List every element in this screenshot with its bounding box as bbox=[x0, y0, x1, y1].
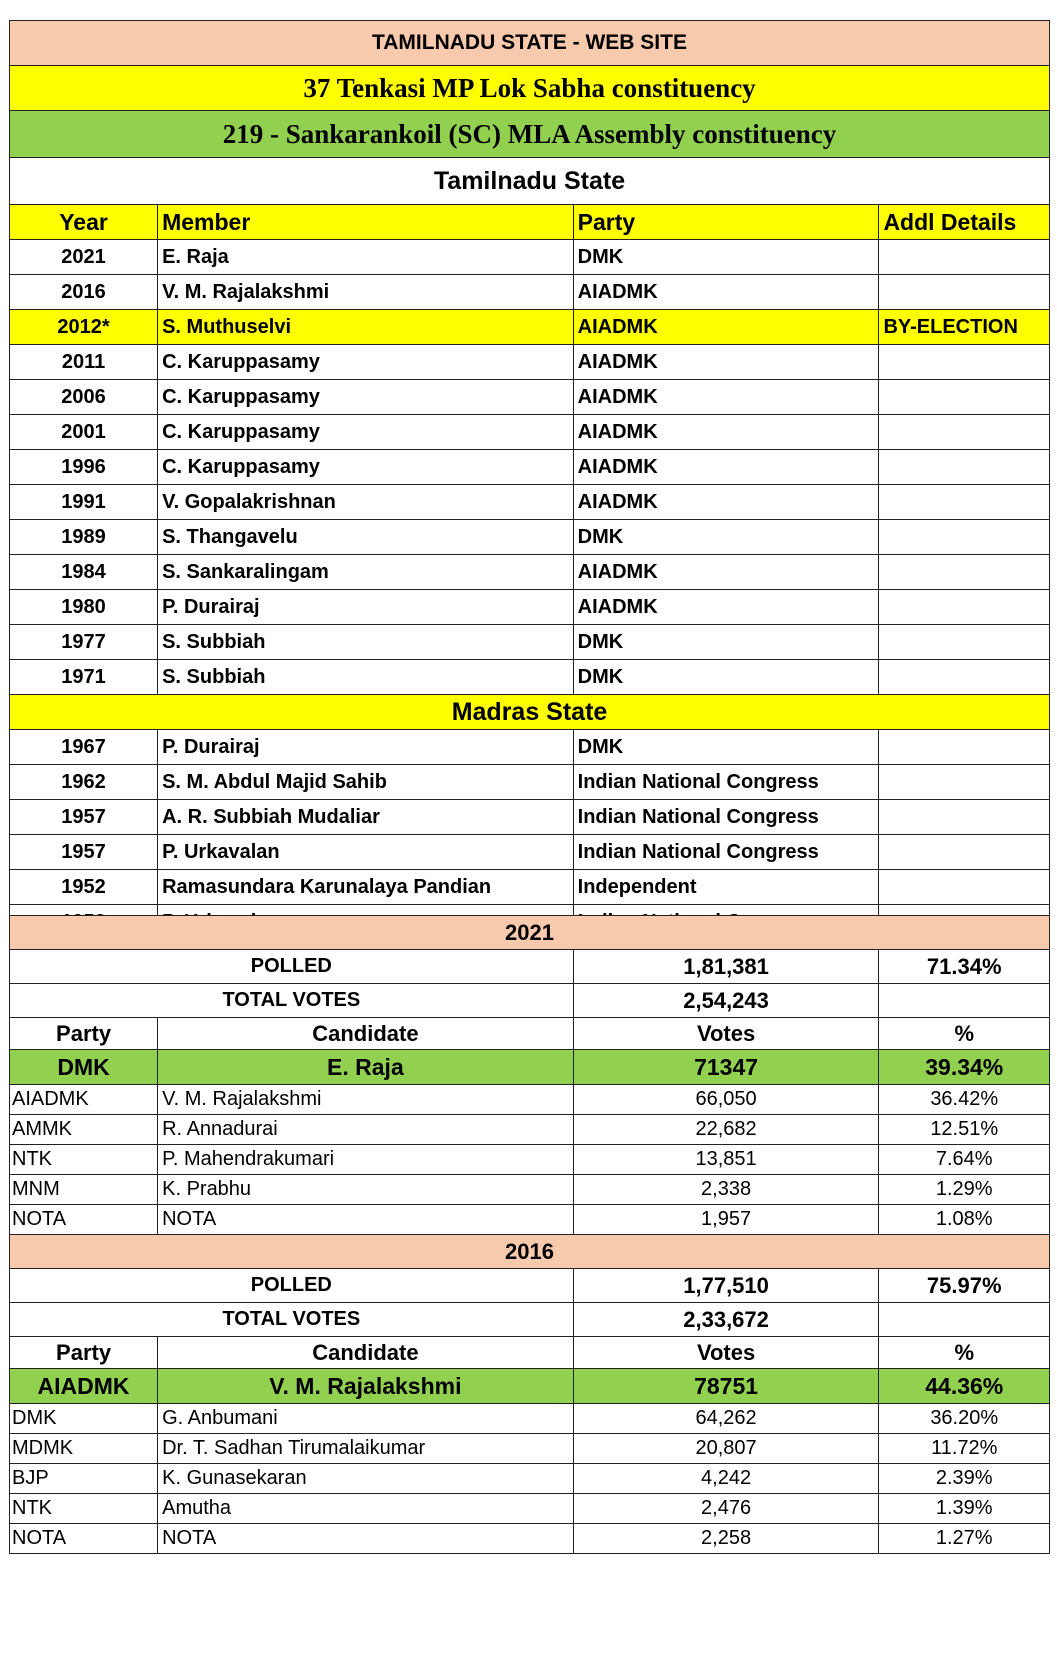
total-votes-label: TOTAL VOTES bbox=[10, 984, 574, 1018]
member-details bbox=[879, 555, 1050, 590]
member-party: DMK bbox=[573, 625, 879, 660]
member-year: 1977 bbox=[10, 625, 158, 660]
member-row bbox=[10, 555, 1050, 590]
member-year: 1957 bbox=[10, 800, 158, 835]
winner-row bbox=[10, 1369, 1050, 1404]
member-row bbox=[10, 450, 1050, 485]
total-votes-value: 2,33,672 bbox=[573, 1303, 879, 1337]
member-party: AIADMK bbox=[573, 415, 879, 450]
member-party: Indian National Congress bbox=[573, 835, 879, 870]
election-year-row bbox=[10, 1235, 1050, 1269]
candidate-party: NTK bbox=[10, 1145, 158, 1175]
member-name: S. Subbiah bbox=[158, 660, 574, 695]
member-row bbox=[10, 625, 1050, 660]
candidate-percent: 1.39% bbox=[879, 1494, 1050, 1524]
total-votes-label: TOTAL VOTES bbox=[10, 1303, 574, 1337]
member-row bbox=[10, 870, 1050, 905]
member-row bbox=[10, 520, 1050, 555]
member-details bbox=[879, 520, 1050, 555]
candidate-row bbox=[10, 1464, 1050, 1494]
member-party: AIADMK bbox=[573, 450, 879, 485]
candidate-votes: 66,050 bbox=[573, 1085, 879, 1115]
member-party: AIADMK bbox=[573, 275, 879, 310]
member-row bbox=[10, 240, 1050, 275]
member-details bbox=[879, 660, 1050, 695]
member-year: 2016 bbox=[10, 275, 158, 310]
member-year: 1980 bbox=[10, 590, 158, 625]
candidate-votes: 2,258 bbox=[573, 1524, 879, 1554]
candidate-party: NOTA bbox=[10, 1205, 158, 1235]
candidate-name: P. Mahendrakumari bbox=[158, 1145, 574, 1175]
candidate-votes: 2,476 bbox=[573, 1494, 879, 1524]
polled-label: POLLED bbox=[10, 950, 574, 984]
member-party: AIADMK bbox=[573, 485, 879, 520]
member-year: 1967 bbox=[10, 730, 158, 765]
col-party: Party bbox=[10, 1337, 158, 1369]
member-row bbox=[10, 380, 1050, 415]
member-row bbox=[10, 345, 1050, 380]
candidate-name: K. Prabhu bbox=[158, 1175, 574, 1205]
member-details bbox=[879, 275, 1050, 310]
col-member: Member bbox=[158, 205, 574, 240]
constituency-sheet bbox=[9, 20, 1050, 940]
member-party: AIADMK bbox=[573, 555, 879, 590]
member-name: S. Subbiah bbox=[158, 625, 574, 660]
member-name: C. Karuppasamy bbox=[158, 345, 574, 380]
member-name: P. Urkavalan bbox=[158, 835, 574, 870]
member-name: S. Muthuselvi bbox=[158, 310, 574, 345]
candidate-name: G. Anbumani bbox=[158, 1404, 574, 1434]
member-party: DMK bbox=[573, 240, 879, 275]
candidate-row bbox=[10, 1524, 1050, 1554]
member-row bbox=[10, 765, 1050, 800]
member-party: DMK bbox=[573, 660, 879, 695]
polled-row bbox=[10, 950, 1050, 984]
winner-percent: 39.34% bbox=[879, 1050, 1050, 1085]
candidate-party: MDMK bbox=[10, 1434, 158, 1464]
winner-row bbox=[10, 1050, 1050, 1085]
member-details bbox=[879, 730, 1050, 765]
member-year: 1991 bbox=[10, 485, 158, 520]
member-details bbox=[879, 450, 1050, 485]
col-votes: Votes bbox=[573, 1018, 879, 1050]
member-details bbox=[879, 765, 1050, 800]
candidate-votes: 13,851 bbox=[573, 1145, 879, 1175]
member-name: S. M. Abdul Majid Sahib bbox=[158, 765, 574, 800]
member-year: 1962 bbox=[10, 765, 158, 800]
member-party: AIADMK bbox=[573, 380, 879, 415]
candidate-row bbox=[10, 1115, 1050, 1145]
member-party: AIADMK bbox=[573, 590, 879, 625]
total-votes-empty bbox=[879, 984, 1050, 1018]
polled-row bbox=[10, 1269, 1050, 1303]
member-name: C. Karuppasamy bbox=[158, 415, 574, 450]
candidate-party: BJP bbox=[10, 1464, 158, 1494]
member-party: DMK bbox=[573, 730, 879, 765]
candidate-votes: 20,807 bbox=[573, 1434, 879, 1464]
candidate-row bbox=[10, 1175, 1050, 1205]
candidate-percent: 2.39% bbox=[879, 1464, 1050, 1494]
total-votes-row bbox=[10, 984, 1050, 1018]
candidate-party: MNM bbox=[10, 1175, 158, 1205]
member-details bbox=[879, 835, 1050, 870]
candidate-name: Amutha bbox=[158, 1494, 574, 1524]
site-banner: TAMILNADU STATE - WEB SITE bbox=[10, 21, 1050, 66]
member-details: BY-ELECTION bbox=[879, 310, 1050, 345]
winner-candidate: E. Raja bbox=[158, 1050, 574, 1085]
candidate-votes: 2,338 bbox=[573, 1175, 879, 1205]
member-row bbox=[10, 800, 1050, 835]
polled-percent: 75.97% bbox=[879, 1269, 1050, 1303]
member-year: 2012* bbox=[10, 310, 158, 345]
candidate-party: NOTA bbox=[10, 1524, 158, 1554]
member-year: 1952 bbox=[10, 905, 158, 940]
winner-percent: 44.36% bbox=[879, 1369, 1050, 1404]
member-name: E. Raja bbox=[158, 240, 574, 275]
polled-value: 1,77,510 bbox=[573, 1269, 879, 1303]
member-details bbox=[879, 870, 1050, 905]
col-year: Year bbox=[10, 205, 158, 240]
candidate-row bbox=[10, 1434, 1050, 1464]
member-row bbox=[10, 275, 1050, 310]
election-year: 2016 bbox=[10, 1235, 1050, 1269]
section-madras: Madras State bbox=[10, 695, 1050, 730]
member-year: 2006 bbox=[10, 380, 158, 415]
winner-party: AIADMK bbox=[10, 1369, 158, 1404]
total-votes-empty bbox=[879, 1303, 1050, 1337]
total-votes-value: 2,54,243 bbox=[573, 984, 879, 1018]
lok-sabha-title: 37 Tenkasi MP Lok Sabha constituency bbox=[10, 66, 1050, 111]
member-details bbox=[879, 800, 1050, 835]
results-table bbox=[9, 915, 1050, 1554]
members-header-row bbox=[10, 205, 1050, 240]
member-details bbox=[879, 625, 1050, 660]
candidate-row bbox=[10, 1494, 1050, 1524]
candidate-votes: 22,682 bbox=[573, 1115, 879, 1145]
col-party: Party bbox=[573, 205, 879, 240]
candidate-party: DMK bbox=[10, 1404, 158, 1434]
member-party: AIADMK bbox=[573, 310, 879, 345]
candidate-name: NOTA bbox=[158, 1524, 574, 1554]
candidate-row bbox=[10, 1404, 1050, 1434]
member-party: DMK bbox=[573, 520, 879, 555]
candidate-name: V. M. Rajalakshmi bbox=[158, 1085, 574, 1115]
winner-candidate: V. M. Rajalakshmi bbox=[158, 1369, 574, 1404]
member-row bbox=[10, 835, 1050, 870]
candidate-name: R. Annadurai bbox=[158, 1115, 574, 1145]
total-votes-row bbox=[10, 1303, 1050, 1337]
candidate-percent: 7.64% bbox=[879, 1145, 1050, 1175]
member-details bbox=[879, 415, 1050, 450]
member-row bbox=[10, 590, 1050, 625]
member-row bbox=[10, 485, 1050, 520]
member-year: 1971 bbox=[10, 660, 158, 695]
member-name: P. Durairaj bbox=[158, 730, 574, 765]
candidate-name: NOTA bbox=[158, 1205, 574, 1235]
member-name: P. Durairaj bbox=[158, 590, 574, 625]
member-details bbox=[879, 240, 1050, 275]
candidate-percent: 36.42% bbox=[879, 1085, 1050, 1115]
section-tamilnadu: Tamilnadu State bbox=[10, 158, 1050, 205]
candidate-party: NTK bbox=[10, 1494, 158, 1524]
candidate-percent: 1.27% bbox=[879, 1524, 1050, 1554]
candidate-percent: 36.20% bbox=[879, 1404, 1050, 1434]
candidate-row bbox=[10, 1085, 1050, 1115]
member-party: Independent bbox=[573, 870, 879, 905]
candidate-percent: 1.08% bbox=[879, 1205, 1050, 1235]
col-candidate: Candidate bbox=[158, 1018, 574, 1050]
candidate-row bbox=[10, 1205, 1050, 1235]
member-name: S. Sankaralingam bbox=[158, 555, 574, 590]
candidate-party: AMMK bbox=[10, 1115, 158, 1145]
election-year-row bbox=[10, 916, 1050, 950]
polled-label: POLLED bbox=[10, 1269, 574, 1303]
candidate-percent: 1.29% bbox=[879, 1175, 1050, 1205]
candidate-name: K. Gunasekaran bbox=[158, 1464, 574, 1494]
member-name: A. R. Subbiah Mudaliar bbox=[158, 800, 574, 835]
candidate-percent: 12.51% bbox=[879, 1115, 1050, 1145]
member-year: 1957 bbox=[10, 835, 158, 870]
col-details: Addl Details bbox=[879, 205, 1050, 240]
member-details bbox=[879, 590, 1050, 625]
candidate-name: Dr. T. Sadhan Tirumalaikumar bbox=[158, 1434, 574, 1464]
member-year: 1989 bbox=[10, 520, 158, 555]
member-row bbox=[10, 730, 1050, 765]
member-party: Indian National Congress bbox=[573, 765, 879, 800]
candidate-votes: 1,957 bbox=[573, 1205, 879, 1235]
col-percent: % bbox=[879, 1337, 1050, 1369]
polled-value: 1,81,381 bbox=[573, 950, 879, 984]
member-party: Indian National Congress bbox=[573, 800, 879, 835]
member-name: C. Karuppasamy bbox=[158, 380, 574, 415]
winner-votes: 78751 bbox=[573, 1369, 879, 1404]
member-row bbox=[10, 660, 1050, 695]
member-row bbox=[10, 310, 1050, 345]
member-party: Indian National Congress bbox=[573, 905, 879, 940]
member-details bbox=[879, 345, 1050, 380]
member-year: 2021 bbox=[10, 240, 158, 275]
candidate-votes: 4,242 bbox=[573, 1464, 879, 1494]
results-header-row bbox=[10, 1337, 1050, 1369]
member-name: C. Karuppasamy bbox=[158, 450, 574, 485]
winner-votes: 71347 bbox=[573, 1050, 879, 1085]
member-name: S. Thangavelu bbox=[158, 520, 574, 555]
col-percent: % bbox=[879, 1018, 1050, 1050]
col-candidate: Candidate bbox=[158, 1337, 574, 1369]
member-year: 1996 bbox=[10, 450, 158, 485]
member-party: AIADMK bbox=[573, 345, 879, 380]
candidate-party: AIADMK bbox=[10, 1085, 158, 1115]
member-details bbox=[879, 485, 1050, 520]
col-votes: Votes bbox=[573, 1337, 879, 1369]
member-details bbox=[879, 380, 1050, 415]
member-year: 2001 bbox=[10, 415, 158, 450]
assembly-title: 219 - Sankarankoil (SC) MLA Assembly constituency bbox=[10, 111, 1050, 158]
candidate-percent: 11.72% bbox=[879, 1434, 1050, 1464]
member-name: V. M. Rajalakshmi bbox=[158, 275, 574, 310]
member-name: P. Urkavalan bbox=[158, 905, 574, 940]
col-party: Party bbox=[10, 1018, 158, 1050]
results-header-row bbox=[10, 1018, 1050, 1050]
member-year: 1984 bbox=[10, 555, 158, 590]
election-year: 2021 bbox=[10, 916, 1050, 950]
member-year: 1952 bbox=[10, 870, 158, 905]
member-name: Ramasundara Karunalaya Pandian bbox=[158, 870, 574, 905]
winner-party: DMK bbox=[10, 1050, 158, 1085]
candidate-votes: 64,262 bbox=[573, 1404, 879, 1434]
member-row bbox=[10, 415, 1050, 450]
polled-percent: 71.34% bbox=[879, 950, 1050, 984]
candidate-row bbox=[10, 1145, 1050, 1175]
member-year: 2011 bbox=[10, 345, 158, 380]
member-name: V. Gopalakrishnan bbox=[158, 485, 574, 520]
